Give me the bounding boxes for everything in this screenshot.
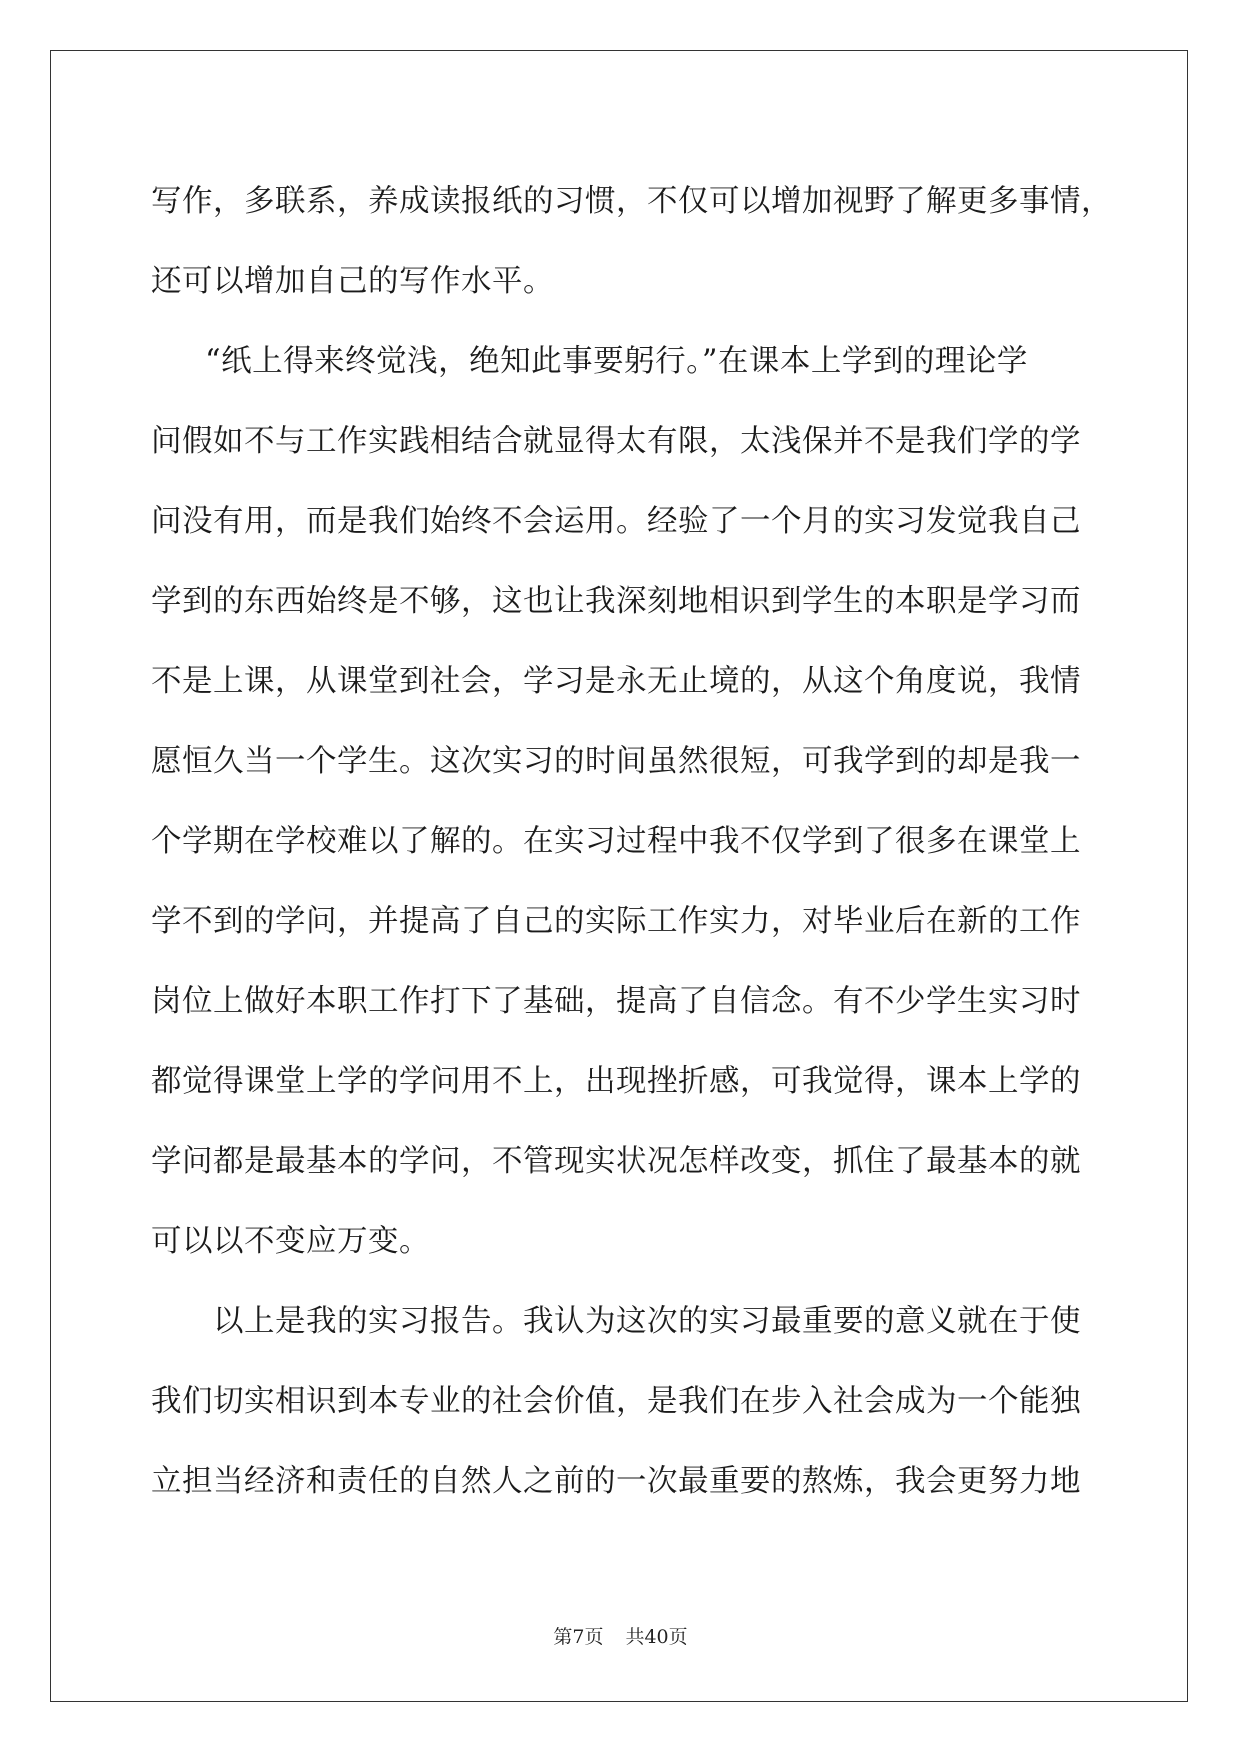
document-body xyxy=(151,162,1112,1522)
text-line: 都觉得课堂上学的学问用不上，出现挫折感，可我觉得，课本上学的 xyxy=(151,1064,1081,1099)
text-line: 愿恒久当一个学生。这次实习的时间虽然很短，可我学到的却是我一 xyxy=(151,744,1081,779)
text-line: 不是上课，从课堂到社会，学习是永无止境的，从这个角度说，我情 xyxy=(151,664,1081,699)
text-line: 立担当经济和责任的自然人之前的一次最重要的熬炼，我会更努力地 xyxy=(151,1464,1081,1499)
paragraph-start-line: 以上是我的实习报告。我认为这次的实习最重要的意义就在于使 xyxy=(213,1304,1081,1339)
text-line: 学到的东西始终是不够，这也让我深刻地相识到学生的本职是学习而 xyxy=(151,584,1081,619)
text-line: 学问都是最基本的学问，不管现实状况怎样改变，抓住了最基本的就 xyxy=(151,1144,1081,1179)
page-number: 第7页 xyxy=(553,1626,604,1648)
text-line: 还可以增加自己的写作水平。 xyxy=(151,264,554,299)
text-line: 我们切实相识到本专业的社会价值，是我们在步入社会成为一个能独 xyxy=(151,1384,1081,1419)
page-footer xyxy=(0,1625,1241,1649)
paragraph-start-line: “纸上得来终觉浅，绝知此事要躬行。”在课本上学到的理论学 xyxy=(205,344,1028,379)
text-line: 问没有用，而是我们始终不会运用。经验了一个月的实习发觉我自己 xyxy=(151,504,1081,539)
text-line: 学不到的学问，并提高了自己的实际工作实力，对毕业后在新的工作 xyxy=(151,904,1081,939)
text-line: 岗位上做好本职工作打下了基础，提高了自信念。有不少学生实习时 xyxy=(151,984,1081,1019)
page-total: 共40页 xyxy=(625,1626,688,1648)
text-line: 问假如不与工作实践相结合就显得太有限，太浅保并不是我们学的学 xyxy=(151,424,1081,459)
text-line: 写作，多联系，养成读报纸的习惯，不仅可以增加视野了解更多事情， xyxy=(151,184,1112,219)
text-line: 可以以不变应万变。 xyxy=(151,1224,430,1259)
text-line: 个学期在学校难以了解的。在实习过程中我不仅学到了很多在课堂上 xyxy=(151,824,1081,859)
